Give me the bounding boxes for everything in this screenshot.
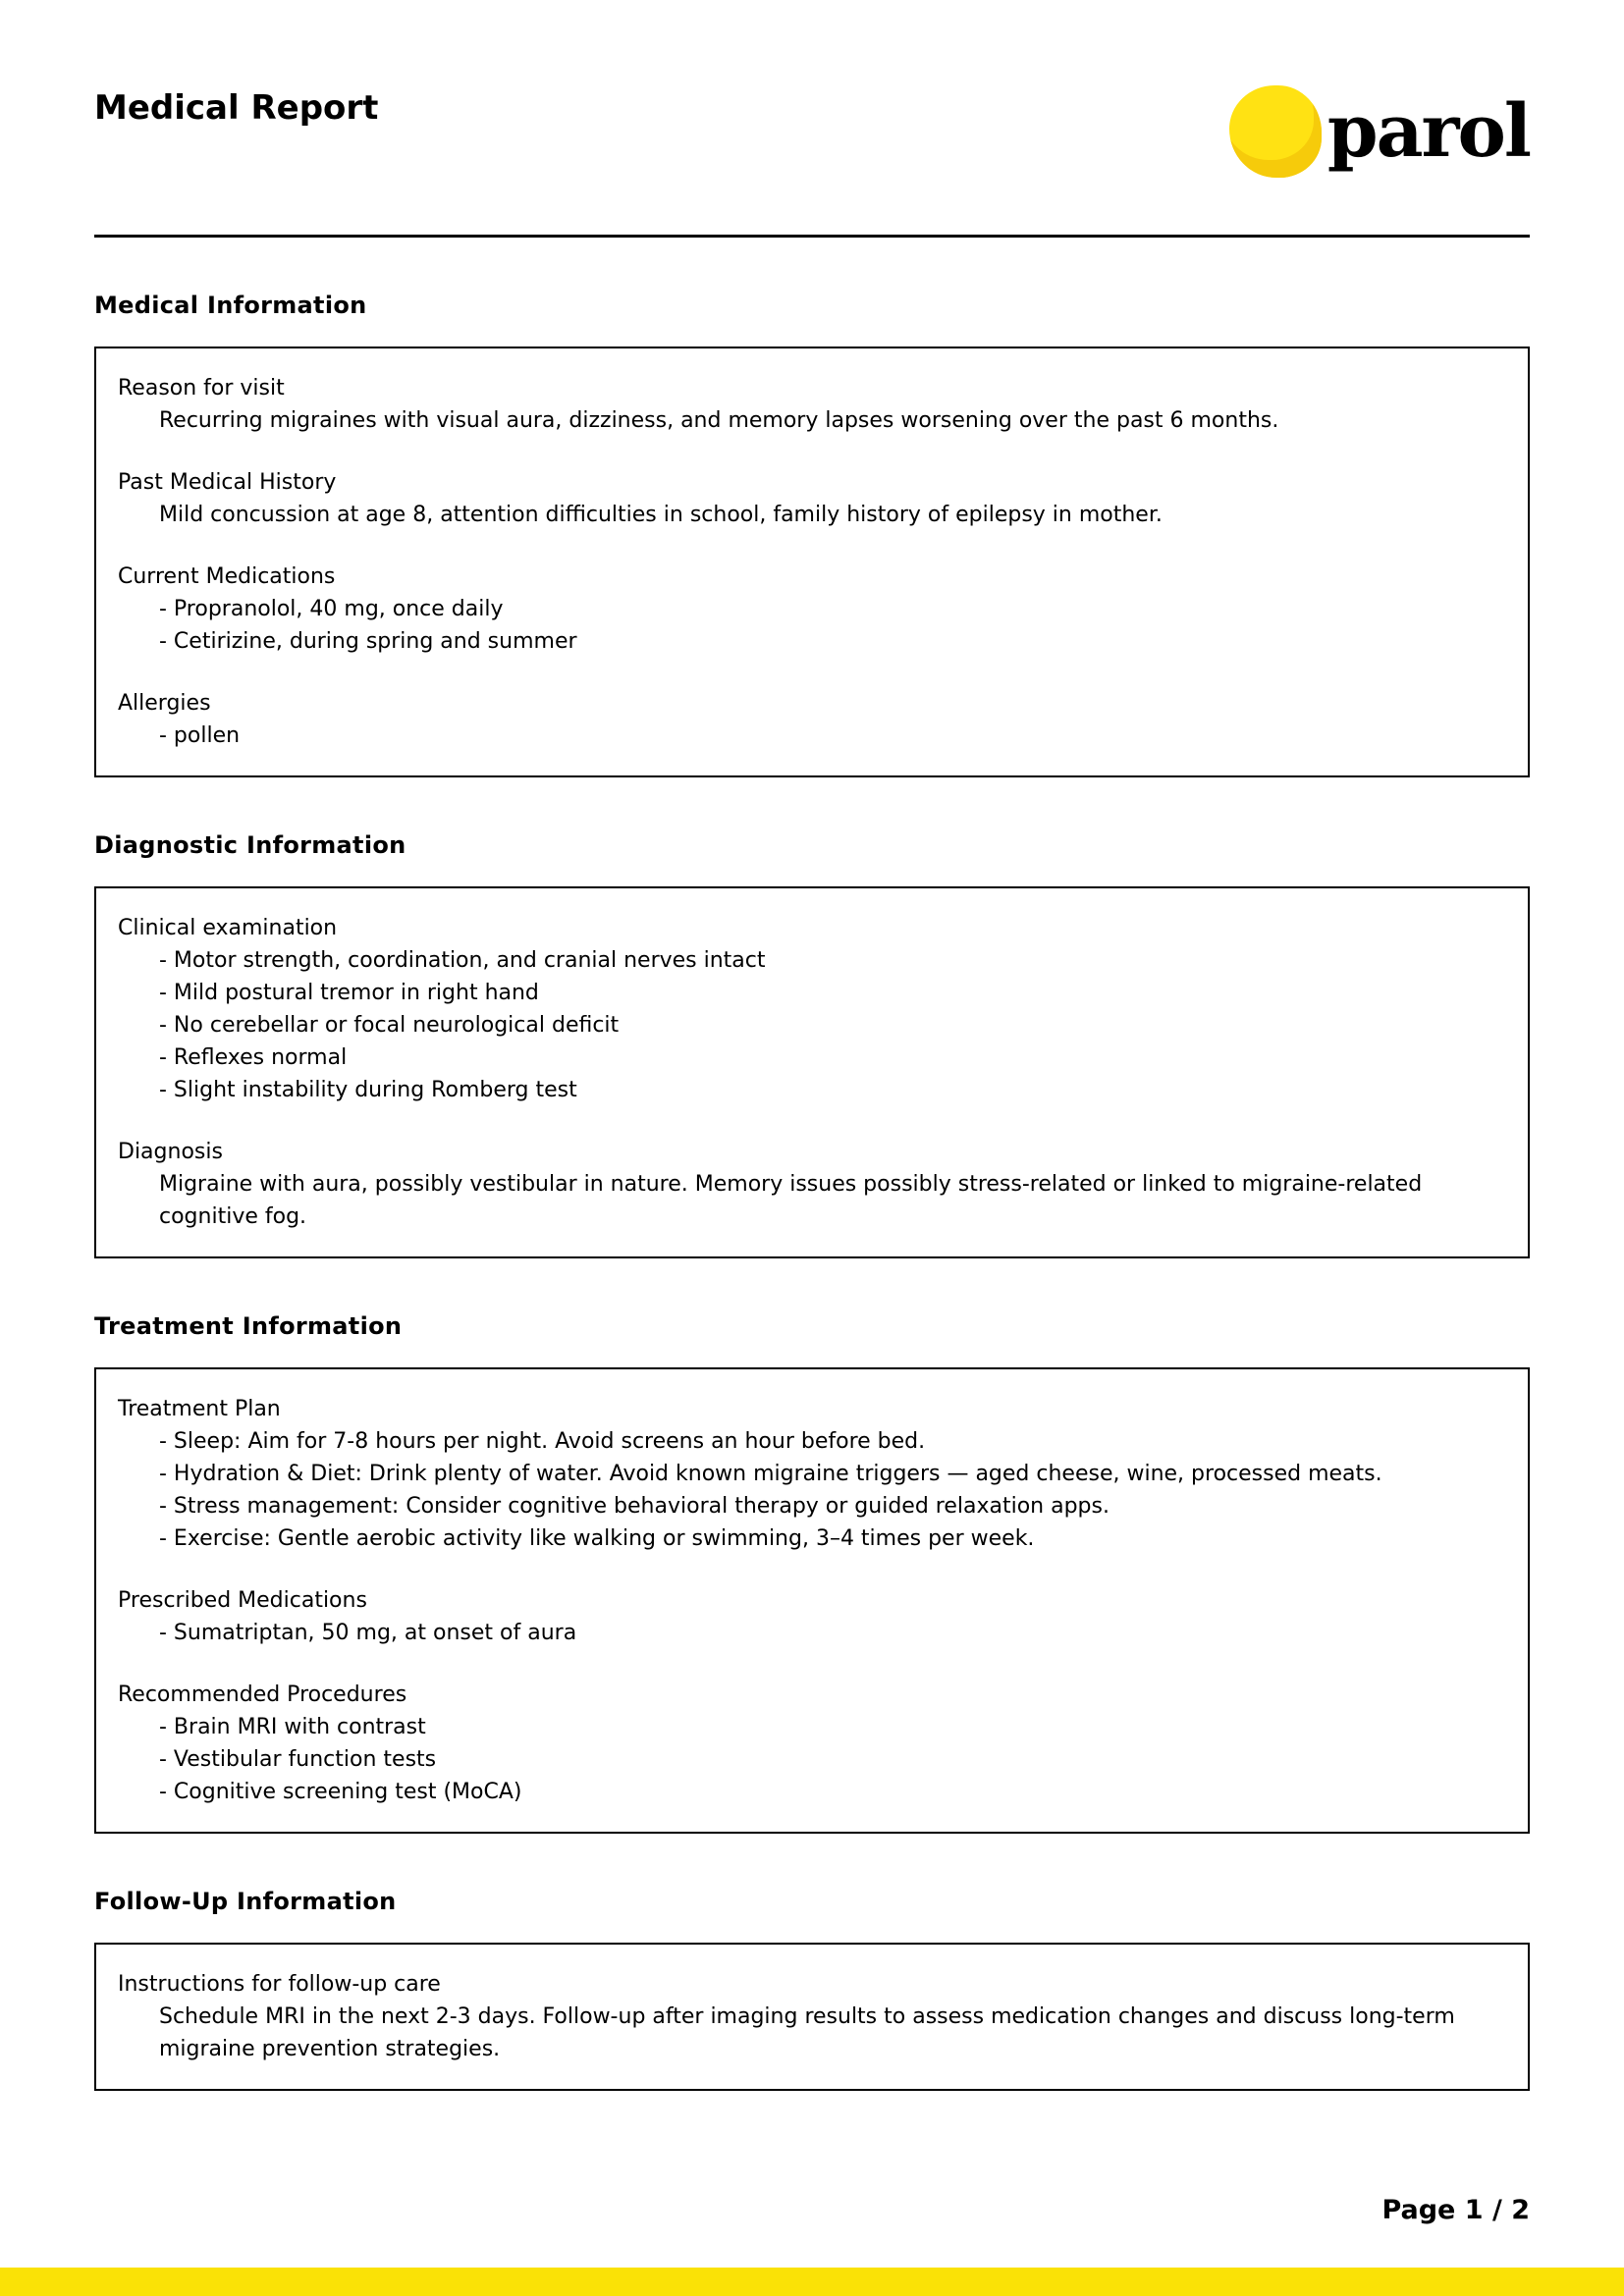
section-box	[94, 347, 1530, 777]
field-item: - Cognitive screening test (MoCA)	[159, 1780, 522, 1804]
section-heading: Follow-Up Information	[94, 1888, 397, 1915]
page-number: Page 1 / 2	[1381, 2195, 1530, 2225]
document-section	[94, 1887, 1530, 2091]
field-item: - No cerebellar or focal neurological deficit	[159, 1013, 620, 1038]
field-group	[118, 466, 1508, 531]
field-group	[118, 1584, 1508, 1649]
field-item: Migraine with aura, possibly vestibular in nature. Memory issues possibly stress-related or linked to migraine-related cognitive fog.	[159, 1172, 1423, 1229]
field-label: Treatment Plan	[118, 1397, 281, 1421]
field-item: - pollen	[159, 723, 241, 748]
section-heading: Treatment Information	[94, 1312, 403, 1340]
field-label: Current Medications	[118, 564, 336, 589]
field-item: - Propranolol, 40 mg, once daily	[159, 597, 504, 621]
document-section	[94, 291, 1530, 777]
document-section	[94, 1311, 1530, 1834]
field-label: Diagnosis	[118, 1140, 223, 1164]
field-group	[118, 912, 1508, 1106]
page-header	[94, 0, 1530, 179]
field-item: Mild concussion at age 8, attention difficulties in school, family history of epilepsy in mother.	[159, 503, 1163, 527]
field-item: - Stress management: Consider cognitive behavioral therapy or guided relaxation apps.	[159, 1494, 1110, 1519]
field-item: - Brain MRI with contrast	[159, 1715, 426, 1739]
field-group	[118, 1968, 1508, 2065]
section-box	[94, 1367, 1530, 1834]
field-item: - Vestibular function tests	[159, 1747, 437, 1772]
footer-accent-bar	[0, 2268, 1624, 2296]
field-group	[118, 1393, 1508, 1555]
field-group	[118, 561, 1508, 658]
section-box	[94, 886, 1530, 1258]
sections	[94, 291, 1530, 2091]
section-box	[94, 1943, 1530, 2091]
field-item: - Reflexes normal	[159, 1045, 348, 1070]
field-group	[118, 1679, 1508, 1808]
logo-blob-icon	[1229, 85, 1322, 178]
field-item: - Sleep: Aim for 7-8 hours per night. Avoid screens an hour before bed.	[159, 1429, 926, 1454]
field-group	[118, 372, 1508, 437]
field-group	[118, 1136, 1508, 1233]
field-item: - Hydration & Diet: Drink plenty of water. Avoid known migraine triggers — aged cheese, wine, processed meats.	[159, 1462, 1382, 1486]
parol-logo	[1229, 84, 1530, 179]
field-group	[118, 687, 1508, 752]
header-divider	[94, 235, 1530, 238]
field-label: Allergies	[118, 691, 211, 716]
field-label: Clinical examination	[118, 916, 338, 940]
field-item: Recurring migraines with visual aura, dizziness, and memory lapses worsening over the past 6 months.	[159, 408, 1279, 433]
document-section	[94, 830, 1530, 1258]
field-item: - Mild postural tremor in right hand	[159, 981, 539, 1005]
field-item: - Sumatriptan, 50 mg, at onset of aura	[159, 1621, 577, 1645]
section-heading: Diagnostic Information	[94, 831, 406, 859]
field-label: Past Medical History	[118, 470, 337, 495]
field-label: Reason for visit	[118, 376, 285, 400]
field-item: - Exercise: Gentle aerobic activity like walking or swimming, 3–4 times per week.	[159, 1526, 1035, 1551]
field-item: - Motor strength, coordination, and cranial nerves intact	[159, 948, 766, 973]
field-item: - Cetirizine, during spring and summer	[159, 629, 577, 654]
field-item: Schedule MRI in the next 2-3 days. Follow-up after imaging results to assess medication changes and discuss long-term migraine prevention strategies.	[159, 2004, 1455, 2061]
document-title: Medical Report	[94, 88, 379, 128]
logo-wordmark: parol	[1326, 89, 1530, 174]
field-label: Recommended Procedures	[118, 1682, 407, 1707]
field-label: Prescribed Medications	[118, 1588, 367, 1613]
section-heading: Medical Information	[94, 292, 367, 319]
field-label: Instructions for follow-up care	[118, 1972, 441, 1997]
field-item: - Slight instability during Romberg test	[159, 1078, 577, 1102]
